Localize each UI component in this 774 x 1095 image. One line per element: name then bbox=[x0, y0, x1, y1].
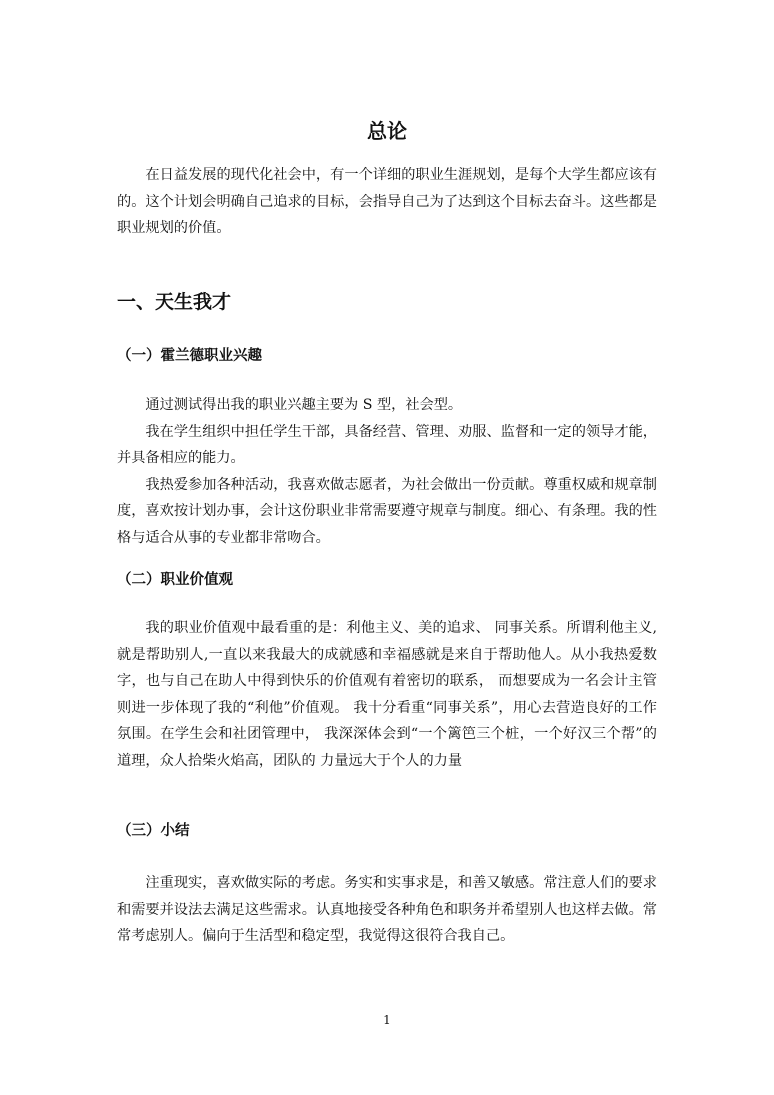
holland-block bbox=[117, 392, 657, 551]
page-number: 1 bbox=[383, 1013, 391, 1027]
subsection-heading-holland: （一）霍兰德职业兴趣 bbox=[117, 348, 262, 364]
subsection-heading-values: （二）职业价值观 bbox=[117, 572, 233, 588]
holland-paragraph-3: 我热爱参加各种活动，我喜欢做志愿者，为社会做出一份贡献。尊重权威和规章制度，喜欢按计划办事，会计这份职业非常需要遵守规章与制度。细心、有条理。我的性格与适合从事的专业都非常吻合。 bbox=[117, 476, 657, 546]
subsection-heading-summary: （三）小结 bbox=[117, 823, 190, 839]
values-block bbox=[117, 615, 657, 774]
section-heading-1: 一、天生我才 bbox=[117, 291, 232, 313]
summary-block bbox=[117, 870, 657, 950]
intro-block bbox=[117, 162, 657, 242]
holland-paragraph-1: 通过测试得出我的职业兴趣主要为 S 型，社会型。 bbox=[145, 397, 463, 413]
values-paragraph: 我的职业价值观中最看重的是：利他主义、美的追求、 同事关系。所谓利他主义,就是帮助别人,一直以来我最大的成就感和幸福感就是来自于帮助他人。从小我热爱数字，也与自己在助人中得到快乐的价值观有着密切的联系， 而想要成为一名会计主管则进一步体现了我的“利他”价值观。 我十分看重“同事关系”，用心去营造良好的工作氛围。在学生会和社团管理中， 我深深体会到“一个篱笆三个桩，一个好汉三个帮”的道理，众人拾柴火焰高，团队的 力量远大于个人的力量 bbox=[117, 620, 657, 769]
holland-paragraph-2: 我在学生组织中担任学生干部，具备经营、管理、劝服、监督和一定的领导才能，并具备相应的能力。 bbox=[117, 423, 657, 466]
intro-paragraph: 在日益发展的现代化社会中，有一个详细的职业生涯规划，是每个大学生都应该有的。这个计划会明确自己追求的目标，会指导自己为了达到这个目标去奋斗。这些都是职业规划的价值。 bbox=[117, 167, 657, 236]
summary-paragraph: 注重现实，喜欢做实际的考虑。务实和实事求是，和善又敏感。常注意人们的要求和需要并设法去满足这些需求。认真地接受各种角色和职务并希望别人也这样去做。常常考虑别人。偏向于生活型和稳定型，我觉得这很符合我自己。 bbox=[117, 875, 657, 944]
document-title: 总论 bbox=[367, 119, 407, 143]
